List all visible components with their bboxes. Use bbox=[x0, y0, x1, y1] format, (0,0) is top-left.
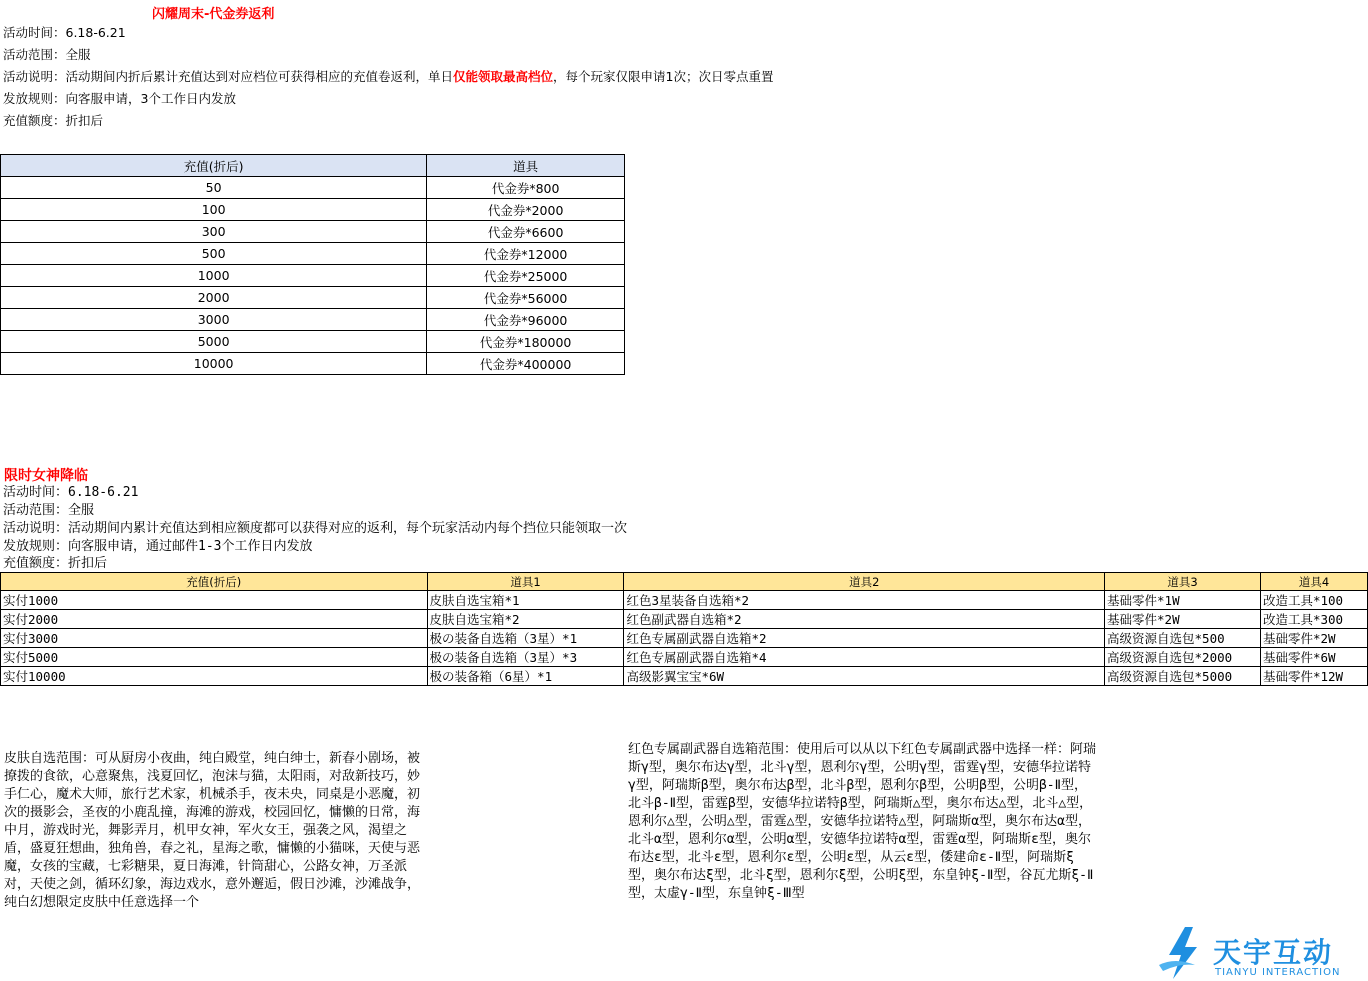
table-header-row bbox=[1, 155, 625, 177]
recharge-cell: 实付5000 bbox=[1, 648, 428, 667]
table-row bbox=[1, 309, 625, 331]
item2-cell: 高级影翼宝宝*6W bbox=[624, 667, 1105, 686]
recharge-cell: 50 bbox=[1, 177, 427, 199]
section1-title: 闪耀周末-代金券返利 bbox=[152, 7, 275, 22]
section2-time: 活动时间：6.18-6.21 bbox=[3, 485, 139, 500]
item1-cell: 极の装备自选箱（3星）*3 bbox=[427, 648, 624, 667]
item4-cell: 基础零件*2W bbox=[1260, 629, 1367, 648]
recharge-cell: 2000 bbox=[1, 287, 427, 309]
item3-cell: 高级资源自选包*2000 bbox=[1105, 648, 1261, 667]
section1-scope: 活动范围：全服 bbox=[3, 47, 91, 62]
table-row bbox=[1, 610, 1368, 629]
lightning-swirl-icon bbox=[1155, 925, 1211, 981]
table-row bbox=[1, 648, 1368, 667]
table-row bbox=[1, 177, 625, 199]
section2-desc: 活动说明：活动期间内累计充值达到相应额度都可以获得对应的返利，每个玩家活动内每个挡位只能领取一次 bbox=[3, 521, 628, 536]
item3-cell: 高级资源自选包*5000 bbox=[1105, 667, 1261, 686]
recharge-cell: 3000 bbox=[1, 309, 427, 331]
section1-desc-suffix: ，每个玩家仅限申请1次；次日零点重置 bbox=[553, 69, 774, 84]
section1-desc-highlight: 仅能领取最高档位 bbox=[453, 69, 554, 84]
item4-cell: 改造工具*100 bbox=[1260, 591, 1367, 610]
item4-cell: 改造工具*300 bbox=[1260, 610, 1367, 629]
recharge-cell: 实付10000 bbox=[1, 667, 428, 686]
item3-cell: 基础零件*2W bbox=[1105, 610, 1261, 629]
header-item4: 道具4 bbox=[1260, 573, 1367, 591]
item-cell: 代金券*12000 bbox=[427, 243, 625, 265]
item-cell: 代金券*400000 bbox=[427, 353, 625, 375]
company-logo bbox=[1155, 925, 1365, 981]
item2-cell: 红色副武器自选箱*2 bbox=[624, 610, 1105, 629]
section2-title: 限时女神降临 bbox=[4, 468, 88, 484]
table-row bbox=[1, 629, 1368, 648]
table-row bbox=[1, 591, 1368, 610]
voucher-reward-table bbox=[0, 154, 625, 375]
section1-amount: 充值额度：折扣后 bbox=[3, 113, 104, 128]
goddess-reward-table bbox=[0, 572, 1368, 686]
weapon-range-note: 红色专属副武器自选箱范围：使用后可以从以下红色专属副武器中选择一样：阿瑞斯γ型，奥尔布达γ型，北斗γ型，恩利尔γ型，公明γ型，雷霆γ型，安德华拉诺特γ型，阿瑞斯β型，奥尔布达β型，北斗β型，恩利尔β型，公明β型，公明β-Ⅱ型，北斗β-Ⅱ型，雷霆β型，安德华拉诺特β型，阿瑞斯△型，奥尔布达△型，北斗△型，恩利尔△型，公明△型，雷霆△型，安德华拉诺特△型，阿瑞斯α型，奥尔布达α型，北斗α型，恩利尔α型，公明α型，安德华拉诺特α型，雷霆α型，阿瑞斯ε型，奥尔布达ε型，北斗ε型，恩利尔ε型，公明ε型，从云ε型，倭建命ε-Ⅱ型，阿瑞斯ξ型，奥尔布达ξ型，北斗ξ型，恩利尔ξ型，公明ξ型，东皇钟ξ-Ⅱ型，谷瓦尤斯ξ-Ⅱ型，太虚γ-Ⅱ型，东皇钟ξ-Ⅲ型 bbox=[628, 742, 1097, 901]
section2-rule: 发放规则：向客服申请，通过邮件1-3个工作日内发放 bbox=[3, 539, 313, 554]
item1-cell: 皮肤自选宝箱*1 bbox=[427, 591, 624, 610]
table-header-row bbox=[1, 573, 1368, 591]
item-cell: 代金券*800 bbox=[427, 177, 625, 199]
section1-desc-prefix: 活动说明：活动期间内折后累计充值达到对应档位可获得相应的充值卷返利，单日 bbox=[3, 69, 454, 84]
section2-scope: 活动范围：全服 bbox=[3, 503, 95, 518]
recharge-cell: 10000 bbox=[1, 353, 427, 375]
logo-subtitle: TIANYU INTERACTION bbox=[1215, 967, 1341, 978]
item1-cell: 极の装备箱（6星）*1 bbox=[427, 667, 624, 686]
item2-cell: 红色3星装备自选箱*2 bbox=[624, 591, 1105, 610]
item-cell: 代金券*6600 bbox=[427, 221, 625, 243]
item1-cell: 极の装备自选箱（3星）*1 bbox=[427, 629, 624, 648]
header-recharge: 充值(折后) bbox=[1, 155, 427, 177]
header-item2: 道具2 bbox=[624, 573, 1105, 591]
table-row bbox=[1, 243, 625, 265]
item2-cell: 红色专属副武器自选箱*2 bbox=[624, 629, 1105, 648]
item4-cell: 基础零件*6W bbox=[1260, 648, 1367, 667]
item-cell: 代金券*2000 bbox=[427, 199, 625, 221]
recharge-cell: 实付3000 bbox=[1, 629, 428, 648]
header-item3: 道具3 bbox=[1105, 573, 1261, 591]
logo-name: 天宇互动 bbox=[1213, 936, 1334, 969]
recharge-cell: 实付1000 bbox=[1, 591, 428, 610]
item2-cell: 红色专属副武器自选箱*4 bbox=[624, 648, 1105, 667]
item3-cell: 高级资源自选包*500 bbox=[1105, 629, 1261, 648]
table-row bbox=[1, 667, 1368, 686]
header-item1: 道具1 bbox=[427, 573, 624, 591]
section1-desc bbox=[3, 66, 774, 88]
table-row bbox=[1, 265, 625, 287]
header-item: 道具 bbox=[427, 155, 625, 177]
item-cell: 代金券*96000 bbox=[427, 309, 625, 331]
item1-cell: 皮肤自选宝箱*2 bbox=[427, 610, 624, 629]
item-cell: 代金券*180000 bbox=[427, 331, 625, 353]
section2-amount: 充值额度：折扣后 bbox=[3, 556, 108, 571]
item3-cell: 基础零件*1W bbox=[1105, 591, 1261, 610]
recharge-cell: 1000 bbox=[1, 265, 427, 287]
table-row bbox=[1, 199, 625, 221]
table-row bbox=[1, 353, 625, 375]
section1-rule: 发放规则：向客服申请，3个工作日内发放 bbox=[3, 91, 236, 106]
table-row bbox=[1, 221, 625, 243]
table-row bbox=[1, 331, 625, 353]
section1-time: 活动时间：6.18-6.21 bbox=[3, 25, 126, 40]
recharge-cell: 100 bbox=[1, 199, 427, 221]
skin-range-note: 皮肤自选范围：可从厨房小夜曲，纯白殿堂，纯白绅士，新春小剧场，被撩拨的食欲，心意聚焦，浅夏回忆，泡沫与猫，太阳雨，对敌新技巧，妙手仁心，魔术大师，旅行艺术家，机械杀手，夜未央，同桌是小恶魔，初次的摄影会，圣夜的小鹿乱撞，海滩的游戏，校园回忆，慵懒的日常，海中月，游戏时光，舞影弄月，机甲女神，军火女王，强袭之风，渴望之盾，盛夏狂想曲，独角兽，春之礼，星海之歌，慵懒的小猫咪，天使与恶魔，女孩的宝藏，七彩糖果，夏日海滩，针筒甜心，公路女神，万圣派对，天使之剑，循环幻象，海边戏水，意外邂逅，假日沙滩，沙滩战争，纯白幻想限定皮肤中任意选择一个 bbox=[4, 751, 421, 910]
recharge-cell: 实付2000 bbox=[1, 610, 428, 629]
table-row bbox=[1, 287, 625, 309]
item-cell: 代金券*25000 bbox=[427, 265, 625, 287]
recharge-cell: 500 bbox=[1, 243, 427, 265]
item4-cell: 基础零件*12W bbox=[1260, 667, 1367, 686]
header-recharge: 充值(折后) bbox=[1, 573, 428, 591]
recharge-cell: 300 bbox=[1, 221, 427, 243]
item-cell: 代金券*56000 bbox=[427, 287, 625, 309]
recharge-cell: 5000 bbox=[1, 331, 427, 353]
